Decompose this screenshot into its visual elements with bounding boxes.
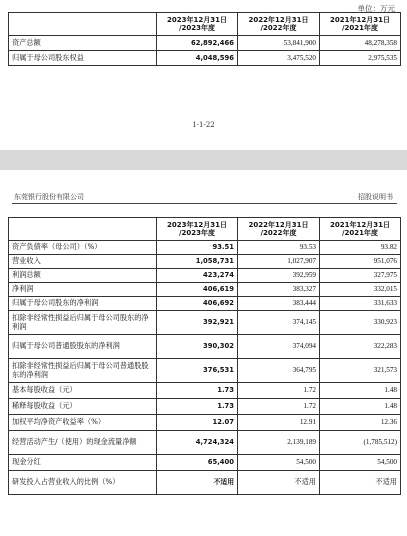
value-2021: 331,633 xyxy=(320,297,401,311)
table-row xyxy=(9,255,401,269)
value-2023: 4,048,596 xyxy=(157,51,238,66)
row-label: 加权平均净资产收益率（%） xyxy=(9,415,157,431)
table-row xyxy=(9,51,401,66)
table-header-row xyxy=(9,13,401,36)
value-2022: 1.72 xyxy=(238,383,320,399)
value-2022: 不适用 xyxy=(238,471,320,495)
value-2023: 4,724,324 xyxy=(157,431,238,455)
table-row xyxy=(9,335,401,359)
value-2021: 322,283 xyxy=(320,335,401,359)
header-cell-2023: 2023年12月31日 /2023年度 xyxy=(157,13,238,36)
row-label: 利润总额 xyxy=(9,269,157,283)
table-header-row xyxy=(9,218,401,241)
value-2021: 1.48 xyxy=(320,383,401,399)
value-2022: 364,795 xyxy=(238,359,320,383)
table-row xyxy=(9,297,401,311)
value-2023: 1.73 xyxy=(157,383,238,399)
value-2023: 376,531 xyxy=(157,359,238,383)
value-2021: 332,015 xyxy=(320,283,401,297)
table-row xyxy=(9,399,401,415)
header-cell-blank xyxy=(9,218,157,241)
value-2021: 327,975 xyxy=(320,269,401,283)
value-2022: 383,444 xyxy=(238,297,320,311)
table-row xyxy=(9,415,401,431)
value-2022: 2,139,189 xyxy=(238,431,320,455)
financial-indicators-table xyxy=(8,217,401,495)
row-label: 研发投入占营业收入的比例（%） xyxy=(9,471,157,495)
value-2021: 951,076 xyxy=(320,255,401,269)
row-label: 归属于母公司股东权益 xyxy=(9,51,157,66)
header-cell-2021: 2021年12月31日 /2021年度 xyxy=(320,218,401,241)
value-2021: 330,923 xyxy=(320,311,401,335)
value-2023: 390,302 xyxy=(157,335,238,359)
row-label: 经营活动产生/（使用）的现金流量净额 xyxy=(9,431,157,455)
value-2021: 93.82 xyxy=(320,241,401,255)
value-2022: 12.91 xyxy=(238,415,320,431)
header-cell-2022: 2022年12月31日 /2022年度 xyxy=(238,13,320,36)
document-page-lower xyxy=(0,170,407,536)
unit-label: 单位：万元 xyxy=(357,4,395,13)
value-2022: 3,475,520 xyxy=(238,51,320,66)
value-2023: 1.73 xyxy=(157,399,238,415)
header-cell-blank xyxy=(9,13,157,36)
value-2022: 374,145 xyxy=(238,311,320,335)
table-row xyxy=(9,383,401,399)
row-label: 扣除非经常性损益后归属于母公司普通股股东的净利润 xyxy=(9,359,157,383)
value-2023: 1,058,731 xyxy=(157,255,238,269)
value-2023: 不适用 xyxy=(157,471,238,495)
value-2021: (1,785,512) xyxy=(320,431,401,455)
value-2022: 374,094 xyxy=(238,335,320,359)
value-2021: 54,500 xyxy=(320,455,401,471)
header-cell-2022: 2022年12月31日 /2022年度 xyxy=(238,218,320,241)
row-label: 资产负债率（母公司）（%） xyxy=(9,241,157,255)
balance-summary-table xyxy=(8,12,401,66)
page-number: 1-1-22 xyxy=(192,121,215,129)
table-row xyxy=(9,431,401,455)
value-2022: 93.53 xyxy=(238,241,320,255)
row-label: 资产总额 xyxy=(9,36,157,51)
table-row xyxy=(9,359,401,383)
value-2021: 12.36 xyxy=(320,415,401,431)
value-2022: 54,500 xyxy=(238,455,320,471)
document-type-header: 招股说明书 xyxy=(358,193,393,201)
table-row xyxy=(9,311,401,335)
document-page-upper xyxy=(0,0,407,150)
row-label: 归属于母公司普通股股东的净利润 xyxy=(9,335,157,359)
header-rule xyxy=(12,203,397,204)
table-row xyxy=(9,269,401,283)
value-2022: 53,841,900 xyxy=(238,36,320,51)
value-2021: 2,975,535 xyxy=(320,51,401,66)
value-2021: 321,573 xyxy=(320,359,401,383)
value-2023: 406,619 xyxy=(157,283,238,297)
row-label: 扣除非经常性损益后归属于母公司股东的净利润 xyxy=(9,311,157,335)
value-2023: 392,921 xyxy=(157,311,238,335)
value-2021: 不适用 xyxy=(320,471,401,495)
header-cell-2023: 2023年12月31日 /2023年度 xyxy=(157,218,238,241)
value-2023: 12.07 xyxy=(157,415,238,431)
value-2023: 423,274 xyxy=(157,269,238,283)
value-2022: 1.72 xyxy=(238,399,320,415)
value-2023: 65,400 xyxy=(157,455,238,471)
header-cell-2021: 2021年12月31日 /2021年度 xyxy=(320,13,401,36)
table-row xyxy=(9,455,401,471)
value-2022: 392,959 xyxy=(238,269,320,283)
value-2023: 62,892,466 xyxy=(157,36,238,51)
row-label: 归属于母公司股东的净利润 xyxy=(9,297,157,311)
page-separator xyxy=(0,150,407,170)
value-2023: 93.51 xyxy=(157,241,238,255)
table-row xyxy=(9,471,401,495)
row-label: 稀释每股收益（元） xyxy=(9,399,157,415)
value-2021: 48,278,358 xyxy=(320,36,401,51)
row-label: 净利润 xyxy=(9,283,157,297)
row-label: 现金分红 xyxy=(9,455,157,471)
value-2023: 406,692 xyxy=(157,297,238,311)
row-label: 基本每股收益（元） xyxy=(9,383,157,399)
value-2022: 1,027,907 xyxy=(238,255,320,269)
table-row xyxy=(9,36,401,51)
value-2022: 383,327 xyxy=(238,283,320,297)
row-label: 营业收入 xyxy=(9,255,157,269)
value-2021: 1.48 xyxy=(320,399,401,415)
table-row xyxy=(9,241,401,255)
table-row xyxy=(9,283,401,297)
company-name-header: 东莞银行股份有限公司 xyxy=(14,193,84,201)
